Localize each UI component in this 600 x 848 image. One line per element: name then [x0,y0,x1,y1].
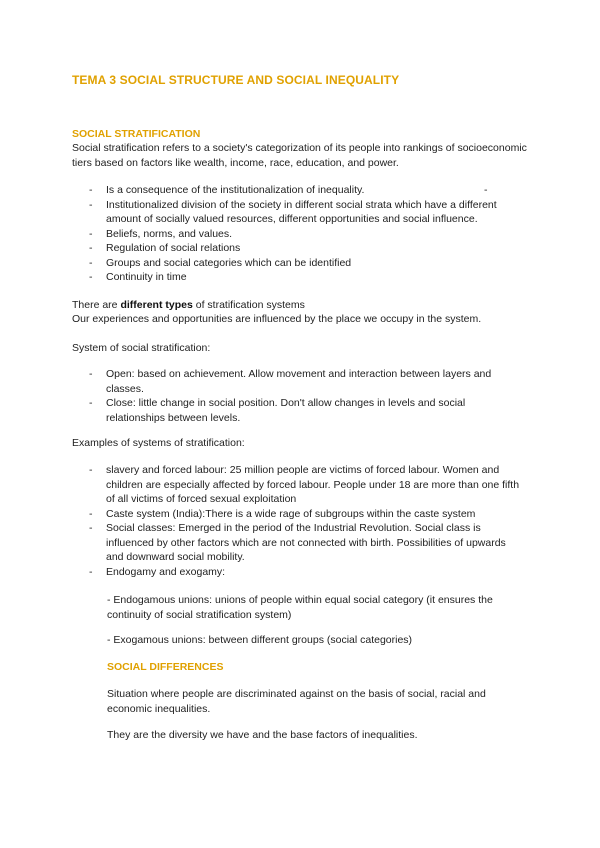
list-item: - Social classes: Emerged in the period of the Industrial Revolution. Social class is influenced by other factors which are not connected with birth. Possibilities of upwards and downward social mobility. [89,522,506,563]
social-differences-para-2: They are the diversity we have and the base factors of inequalities. [107,729,418,741]
list-item: - Is a consequence of the institutionalization of inequality. [89,184,365,196]
list-item: - Groups and social categories which can be identified [89,256,352,269]
section-heading-social-differences: SOCIAL DIFFERENCES [107,661,224,673]
stratification-intro: Social stratification refers to a society's categorization of its people into rankings of socioeconomic tiers based on factors like wealth, income, race, education, and power. [72,142,527,169]
list-item: - Continuity in time [89,271,187,283]
section-heading-social-stratification: SOCIAL STRATIFICATION [72,128,201,140]
system-list [89,367,519,425]
stray-dash: - [484,184,488,196]
system-label: System of social stratification: [72,342,211,354]
examples-list [89,463,525,579]
list-item: - Caste system (India):There is a wide rage of subgroups within the caste system [89,507,476,520]
list-item: - Beliefs, norms, and values. [89,227,233,240]
list-item: - Open: based on achievement. Allow movement and interaction between layers and classes. [89,368,492,395]
list-item: - Institutionalized division of the society in different social strata which have a different amount of socially valued resources, different opportunities and social influence. [89,198,497,225]
types-sentence: There are different types of stratification systems [72,299,305,311]
list-item: - Close: little change in social position. Don't allow changes in levels and social relationships between levels. [89,397,466,424]
endogamous-unions: - Endogamous unions: unions of people within equal social category (it ensures the continuity of social stratification system) [107,594,493,621]
stratification-list [89,183,519,285]
examples-label: Examples of systems of stratification: [72,437,245,449]
list-item: - Regulation of social relations [89,242,241,254]
document-title: TEMA 3 SOCIAL STRUCTURE AND SOCIAL INEQUALITY [72,73,400,87]
list-item: - Endogamy and exogamy: [89,565,226,578]
list-item: - slavery and forced labour: 25 million people are victims of forced labour. Women and children are especially affected by forced labour. People under 18 are more than one fifth of all victims of forced sexual exploitation [89,464,520,505]
exogamous-unions: - Exogamous unions: between different groups (social categories) [107,634,413,646]
types-line-2: Our experiences and opportunities are influenced by the place we occupy in the system. [72,313,482,325]
social-differences-para-1: Situation where people are discriminated against on the basis of social, racial and economic inequalities. [107,688,486,715]
